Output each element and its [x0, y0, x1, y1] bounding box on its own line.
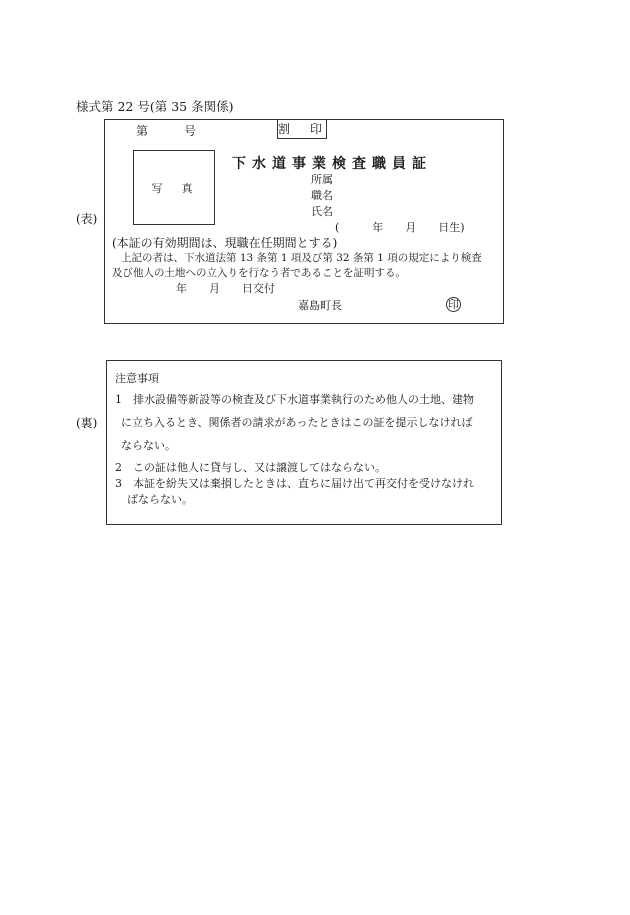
- notes-heading: 注意事項: [115, 372, 159, 385]
- field-affiliation: 所属: [311, 173, 333, 186]
- note-item-1-line2: に立ち入るとき、関係者の請求があったときはこの証を提示しなければ: [121, 416, 473, 429]
- note-item-3-line1: 3 本証を紛失又は棄損したときは、直ちに届け出て再交付を受けなけれ: [115, 477, 474, 490]
- back-side-label: (裏): [76, 416, 98, 430]
- note-item-1-line3: ならない。: [121, 439, 176, 452]
- certificate-title: 下水道事業検査職員証: [232, 156, 432, 172]
- issue-date: 年 月 日交付: [176, 282, 275, 295]
- validity-note: (本証の有効期間は、現職在任期間とする): [112, 236, 338, 250]
- certificate-number-label: 第 号: [136, 124, 197, 138]
- issuer: 嘉島町長: [298, 299, 342, 312]
- photo-label: 写 真: [151, 182, 197, 195]
- form-title: 様式第 22 号(第 35 条関係): [76, 99, 234, 114]
- birthdate-line: ( 年 月 日生): [335, 221, 465, 234]
- note-item-3-line2: ばならない。: [127, 493, 193, 506]
- field-name: 氏名: [311, 205, 333, 218]
- front-side-label: (表): [76, 212, 98, 226]
- certification-text-line1: 上記の者は、下水道法第 13 条第 1 項及び第 32 条第 1 項の規定により検査: [121, 252, 482, 264]
- photo-box: [133, 150, 215, 225]
- field-position: 職名: [311, 189, 333, 202]
- official-seal-mark: 印: [448, 298, 459, 311]
- certification-text-line2: 及び他人の土地への立入りを行なう者であることを証明する。: [112, 267, 406, 279]
- note-item-2: 2 この証は他人に貸与し、又は譲渡してはならない。: [115, 461, 386, 474]
- tally-seal-box: 割 印: [277, 119, 327, 139]
- note-item-1-line1: 1 排水設備等新設等の検査及び下水道事業執行のため他人の土地、建物: [115, 393, 474, 406]
